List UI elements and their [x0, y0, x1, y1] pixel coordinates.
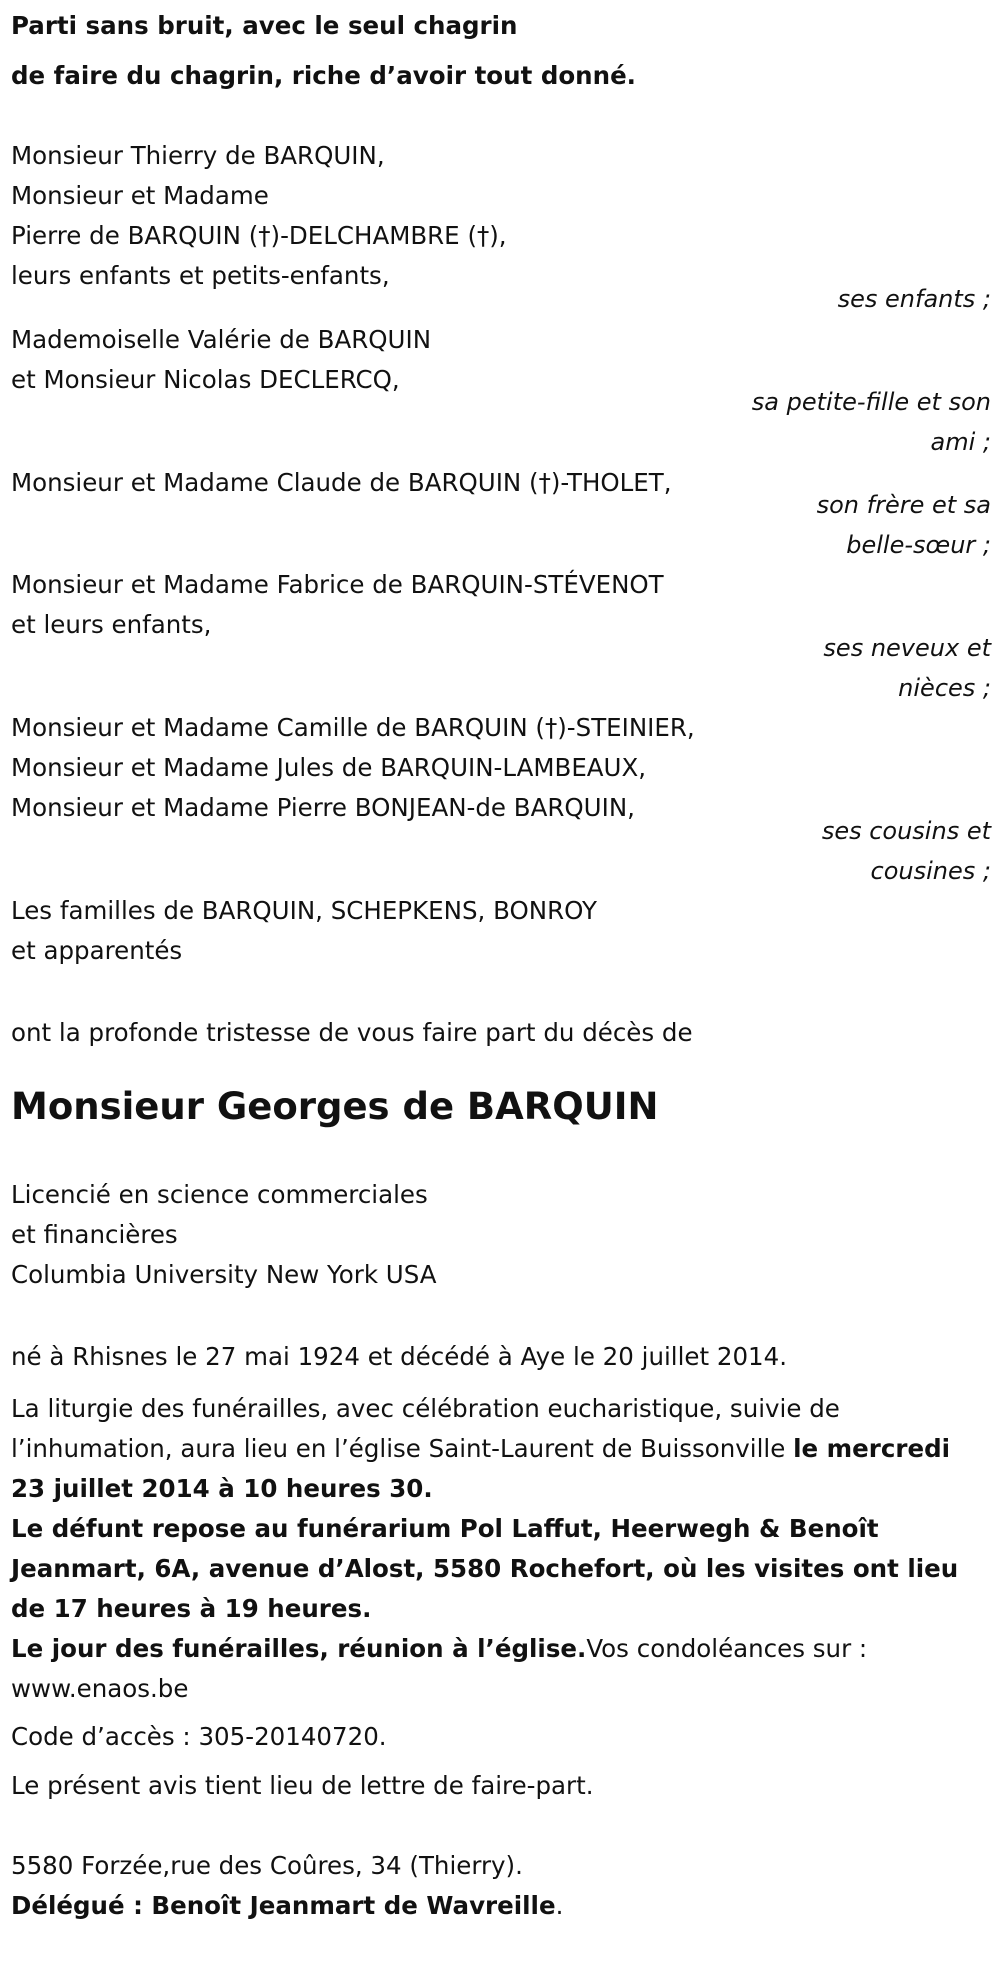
funeral-paragraph: [11, 1389, 991, 1509]
funeral-text: La liturgie des funérailles, avec célébration eucharistique, suivie de l’inhumation, aura lieu en l’église Saint-Laurent de Buissonville: [11, 1394, 840, 1463]
epigraph-line-1: Parti sans bruit, avec le seul chagrin: [11, 11, 518, 40]
meeting-paragraph: [11, 1629, 991, 1709]
family-line: Monsieur et Madame Jules de BARQUIN-LAMBEAUX,: [11, 753, 647, 782]
meeting-notice: Le jour des funérailles, réunion à l’église.: [11, 1634, 587, 1663]
relation-label: ses enfants ;: [837, 285, 991, 313]
announcement: ont la profonde tristesse de vous faire part du décès de: [11, 1018, 693, 1047]
relation-label: sa petite-fille et son: [751, 388, 991, 416]
relation-label: nièces ;: [898, 674, 991, 702]
family-line: Mademoiselle Valérie de BARQUIN: [11, 325, 432, 354]
delegate-suffix: .: [555, 1891, 564, 1920]
condolences-text: Vos condoléances sur : www.enaos.be: [11, 1634, 868, 1703]
notice-text: Le présent avis tient lieu de lettre de faire-part.: [11, 1771, 594, 1800]
epigraph-line-2: de faire du chagrin, riche d’avoir tout donné.: [11, 61, 636, 90]
family-line: et Monsieur Nicolas DECLERCQ,: [11, 365, 400, 394]
credential-line: Columbia University New York USA: [11, 1260, 437, 1289]
access-code: Code d’accès : 305-20140720.: [11, 1722, 387, 1751]
funeral-date: le mercredi 23 juillet 2014 à 10 heures 30.: [11, 1434, 951, 1503]
credential-line: Licencié en science commerciales: [11, 1180, 428, 1209]
family-line: Pierre de BARQUIN (†)-DELCHAMBRE (†),: [11, 221, 507, 250]
funerarium-paragraph: Le défunt repose au funérarium Pol Laffut, Heerwegh & Benoît Jeanmart, 6A, avenue d’Alost, 5580 Rochefort, où les visites ont lieu de 17 heures à 19 heures.: [11, 1514, 959, 1623]
family-line: et leurs enfants,: [11, 610, 212, 639]
family-line: leurs enfants et petits-enfants,: [11, 261, 390, 290]
relation-label: ami ;: [930, 428, 991, 456]
relation-label: ses cousins et: [821, 817, 991, 845]
credential-line: et financières: [11, 1220, 178, 1249]
relation-label: cousines ;: [870, 857, 991, 885]
families-line: et apparentés: [11, 936, 183, 965]
family-line: Monsieur et Madame Fabrice de BARQUIN-STÉVENOT: [11, 570, 664, 599]
family-line: Monsieur et Madame Camille de BARQUIN (†)-STEINIER,: [11, 713, 695, 742]
birth-death: né à Rhisnes le 27 mai 1924 et décédé à Aye le 20 juillet 2014.: [11, 1342, 788, 1371]
relation-label: belle-sœur ;: [846, 531, 991, 559]
family-line: Monsieur Thierry de BARQUIN,: [11, 141, 385, 170]
relation-label: son frère et sa: [816, 491, 991, 519]
family-line: Monsieur et Madame: [11, 181, 269, 210]
delegate-name: Délégué : Benoît Jeanmart de Wavreille: [11, 1891, 556, 1920]
family-line: Monsieur et Madame Claude de BARQUIN (†)-THOLET,: [11, 468, 672, 497]
relation-label: ses neveux et: [823, 634, 991, 662]
deceased-name: Monsieur Georges de BARQUIN: [11, 1085, 659, 1128]
families-line: Les familles de BARQUIN, SCHEPKENS, BONROY: [11, 896, 598, 925]
family-line: Monsieur et Madame Pierre BONJEAN-de BARQUIN,: [11, 793, 635, 822]
delegate: [11, 1886, 563, 1926]
address: 5580 Forzée,rue des Coûres, 34 (Thierry).: [11, 1851, 523, 1880]
